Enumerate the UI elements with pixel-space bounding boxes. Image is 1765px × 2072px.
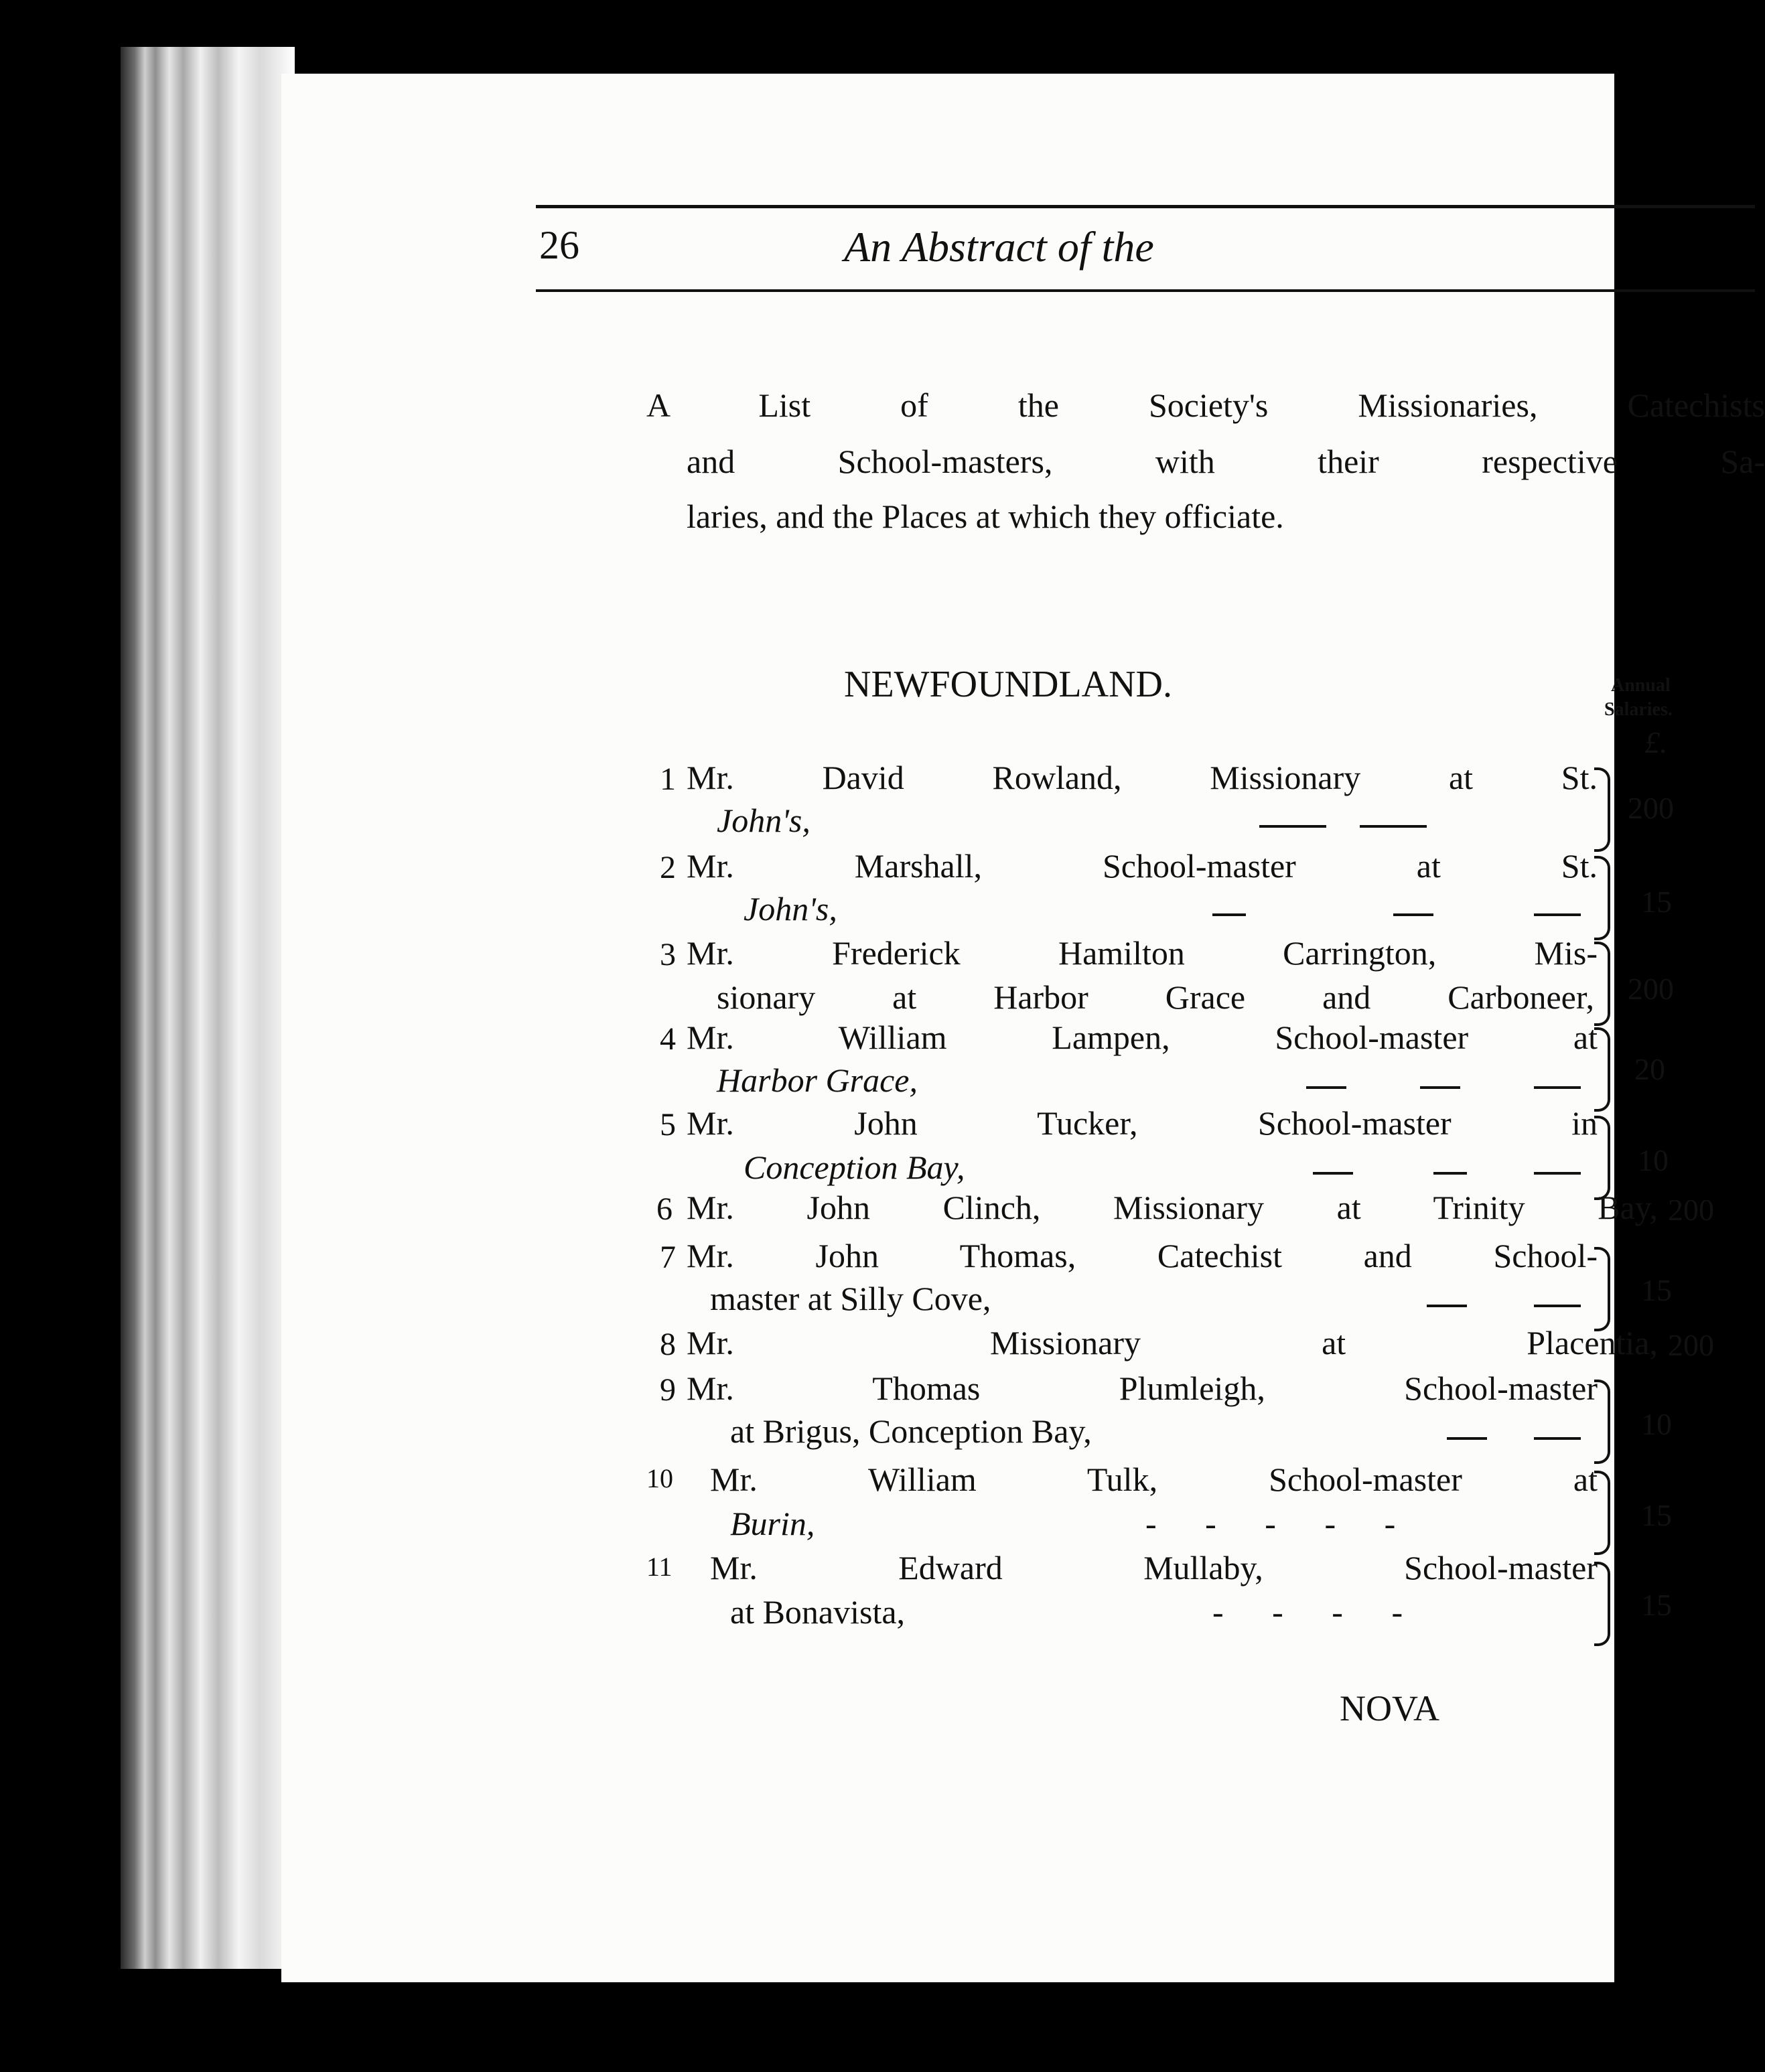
leader-dash — [1420, 1086, 1460, 1089]
entry-line: Mr. William Lampen, School-master at — [687, 1019, 1598, 1056]
brace — [1594, 1027, 1610, 1112]
entry-line: Mr. David Rowland, Missionary at St. — [687, 759, 1598, 796]
entry-number: 9 — [660, 1372, 676, 1408]
entry-line: sionary at Harbor Grace and Carboneer, — [717, 978, 1594, 1016]
column-header-pound: £. — [1644, 725, 1668, 759]
entry-number: 11 — [646, 1552, 673, 1582]
book-page-edges — [121, 47, 295, 1969]
leader-dashes: - - - - — [1212, 1593, 1403, 1631]
leader-dash — [1534, 1172, 1581, 1175]
leader-dash — [1534, 1437, 1581, 1440]
annual-salary: 10 — [1638, 1143, 1669, 1177]
leader-dash — [1447, 1437, 1487, 1440]
brace — [1594, 1380, 1610, 1464]
entry-line: Mr. John Tucker, School-master in — [687, 1104, 1598, 1142]
annual-salary: 15 — [1641, 1588, 1672, 1622]
brace — [1594, 767, 1610, 852]
leader-dash — [1360, 825, 1427, 828]
intro-line-3: laries, and the Places at which they officiate. — [687, 498, 1284, 535]
entry-line: Mr. John Clinch, Missionary at Trinity Bay, — [687, 1189, 1658, 1226]
annual-salary: 15 — [1641, 1498, 1672, 1532]
entry-line: Conception Bay, — [744, 1149, 965, 1186]
catchword: NOVA — [1340, 1688, 1440, 1728]
entry-line: at Bonavista, — [730, 1593, 906, 1631]
brace — [1594, 1247, 1610, 1331]
annual-salary: 15 — [1641, 1273, 1672, 1307]
leader-dash — [1212, 913, 1246, 916]
entry-number: 7 — [660, 1240, 676, 1275]
header-rule-bottom — [536, 289, 1755, 292]
entry-line: John's, — [744, 890, 837, 928]
entry-number: 8 — [660, 1327, 676, 1362]
leader-dash — [1393, 913, 1433, 916]
entry-number: 2 — [660, 850, 676, 885]
book-page — [281, 74, 1765, 1982]
annual-salary: 200 — [1628, 972, 1674, 1006]
leader-dash — [1534, 1086, 1581, 1089]
running-title: An Abstract of the — [844, 223, 1154, 271]
entry-number: 5 — [660, 1107, 676, 1142]
entry-line: Missionary at Placentia, — [990, 1324, 1658, 1361]
leader-dash — [1313, 1172, 1353, 1175]
entry-number: 10 — [646, 1463, 673, 1493]
leader-dash — [1534, 1305, 1581, 1307]
entry-line: master at Silly Cove, — [710, 1280, 991, 1317]
entry-line: Mr. John Thomas, Catechist and School- — [687, 1237, 1598, 1274]
annual-salary: 200 — [1628, 791, 1674, 825]
brace — [1594, 1471, 1610, 1555]
entry-line: Mr. William Tulk, School-master at — [710, 1461, 1598, 1498]
entry-line: Mr. Edward Mullaby, School-master — [710, 1549, 1598, 1586]
column-header-salaries: Salaries. — [1604, 699, 1673, 720]
brace — [1594, 856, 1610, 940]
entry-line: Mr. — [687, 1324, 734, 1361]
leader-dash — [1534, 913, 1581, 916]
header-rule-top — [536, 205, 1755, 208]
entry-number: 3 — [660, 937, 676, 972]
entry-line: John's, — [717, 802, 810, 839]
entry-number: 4 — [660, 1021, 676, 1057]
leader-dash — [1427, 1305, 1467, 1307]
section-title: NEWFOUNDLAND. — [844, 664, 1172, 705]
leader-dashes: - - - - - — [1145, 1505, 1396, 1542]
entry-line: at Brigus, Conception Bay, — [730, 1412, 1092, 1450]
entry-line: Burin, — [730, 1505, 815, 1542]
entry-line: Harbor Grace, — [717, 1061, 918, 1099]
brace — [1594, 1562, 1610, 1646]
entry-line: Mr. Frederick Hamilton Carrington, Mis- — [687, 934, 1598, 972]
column-header-annual: Annual — [1611, 675, 1671, 696]
leader-dash — [1433, 1172, 1467, 1175]
annual-salary: 20 — [1634, 1052, 1665, 1086]
leader-dash — [1259, 825, 1326, 828]
annual-salary: 15 — [1641, 885, 1672, 919]
entry-line: Mr. Thomas Plumleigh, School-master — [687, 1370, 1598, 1407]
entry-number: 1 — [660, 761, 676, 797]
brace — [1594, 942, 1610, 1026]
entry-line: Mr. Marshall, School-master at St. — [687, 847, 1598, 885]
intro-line-2: and School-masters, with their respective Sa- — [687, 443, 1765, 480]
annual-salary: 200 — [1668, 1328, 1714, 1362]
entry-number: 6 — [656, 1191, 673, 1227]
annual-salary: 10 — [1641, 1407, 1672, 1441]
page-number: 26 — [539, 223, 579, 267]
annual-salary: 200 — [1668, 1193, 1714, 1227]
leader-dash — [1306, 1086, 1346, 1089]
intro-line-1: A List of the Society's Missionaries, Catechists — [646, 386, 1765, 424]
